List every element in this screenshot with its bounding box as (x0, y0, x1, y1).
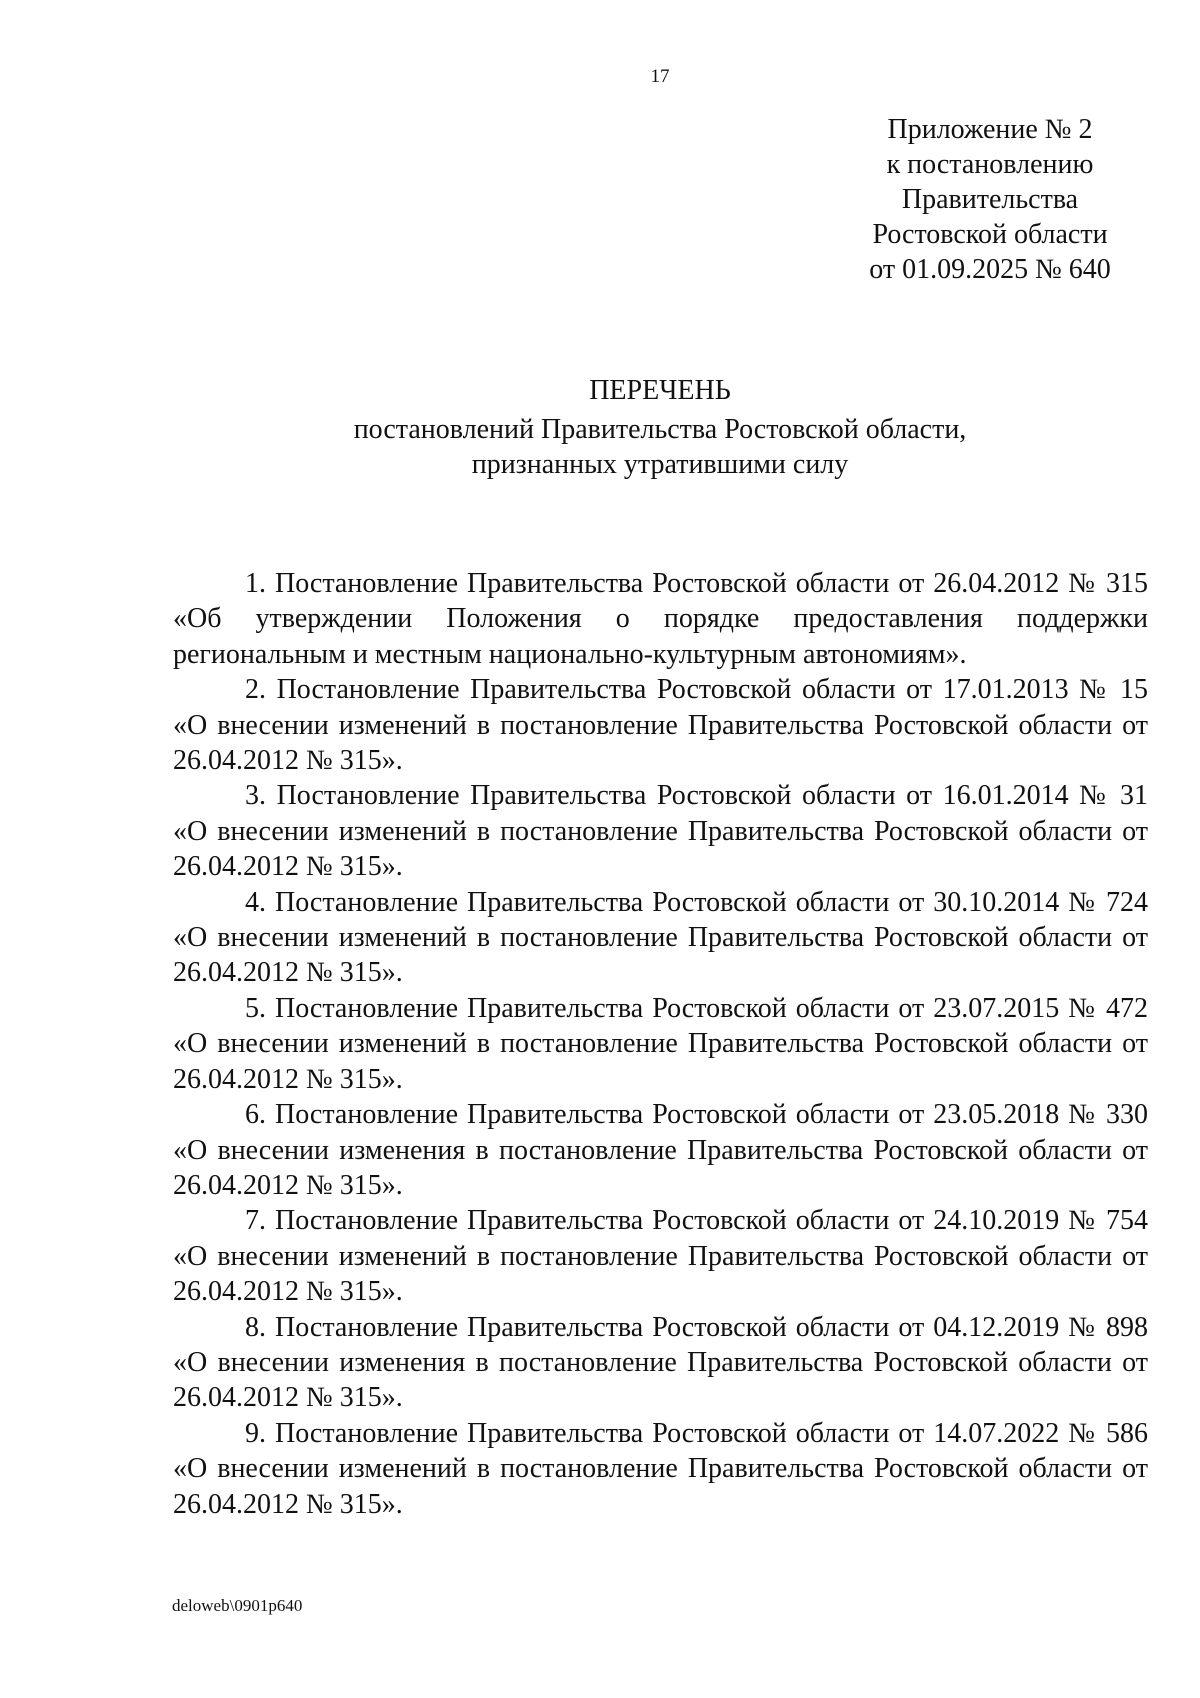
page-number: 17 (650, 66, 670, 87)
appendix-line: Приложение № 2 (887, 114, 1093, 145)
list-item: 6. Постановление Правительства Ростовской области от 23.05.2018 № 330 «О внесении изменения в постановление Правительства Ростовской области от 26.04.2012 № 315». (173, 1099, 1148, 1201)
list-item: 5. Постановление Правительства Ростовской области от 23.07.2015 № 472 «О внесении изменений в постановление Правительства Ростовской области от 26.04.2012 № 315». (173, 992, 1148, 1095)
document-subtitle: признанных утратившими силу (471, 449, 849, 480)
appendix-line: от 01.09.2025 № 640 (869, 254, 1111, 285)
appendix-line: Правительства (901, 184, 1079, 215)
appendix-line: Ростовской области (872, 219, 1108, 250)
list-item: 4. Постановление Правительства Ростовской области от 30.10.2014 № 724 «О внесении изменений в постановление Правительства Ростовской области от 26.04.2012 № 315». (173, 886, 1148, 989)
appendix-line: к постановлению (886, 149, 1094, 180)
list-item: 1. Постановление Правительства Ростовской области от 26.04.2012 № 315 «Об утверждении Положения о порядке предоставления поддержки региональным и местным национально-культурным автономиям». (173, 568, 1148, 670)
list-item: 3. Постановление Правительства Ростовской области от 16.01.2014 № 31 «О внесении изменений в постановление Правительства Ростовской области от 26.04.2012 № 315». (173, 780, 1148, 883)
appendix-block (840, 112, 1140, 287)
list-item: 2. Постановление Правительства Ростовской области от 17.01.2013 № 15 «О внесении изменений в постановление Правительства Ростовской области от 26.04.2012 № 315». (173, 674, 1148, 777)
list-item: 7. Постановление Правительства Ростовской области от 24.10.2019 № 754 «О внесении изменений в постановление Правительства Ростовской области от 26.04.2012 № 315». (173, 1205, 1148, 1308)
document-heading (0, 373, 1200, 482)
list-item: 9. Постановление Правительства Ростовской области от 14.07.2022 № 586 «О внесении изменений в постановление Правительства Ростовской области от 26.04.2012 № 315». (173, 1417, 1148, 1520)
document-title: ПЕРЕЧЕНЬ (589, 375, 731, 406)
decree-list (173, 566, 1148, 1522)
file-reference: deloweb\0901p640 (172, 1596, 303, 1615)
document-subtitle: постановлений Правительства Ростовской области, (353, 414, 967, 445)
list-item: 8. Постановление Правительства Ростовской области от 04.12.2019 № 898 «О внесении изменения в постановление Правительства Ростовской области от 26.04.2012 № 315». (173, 1311, 1148, 1414)
